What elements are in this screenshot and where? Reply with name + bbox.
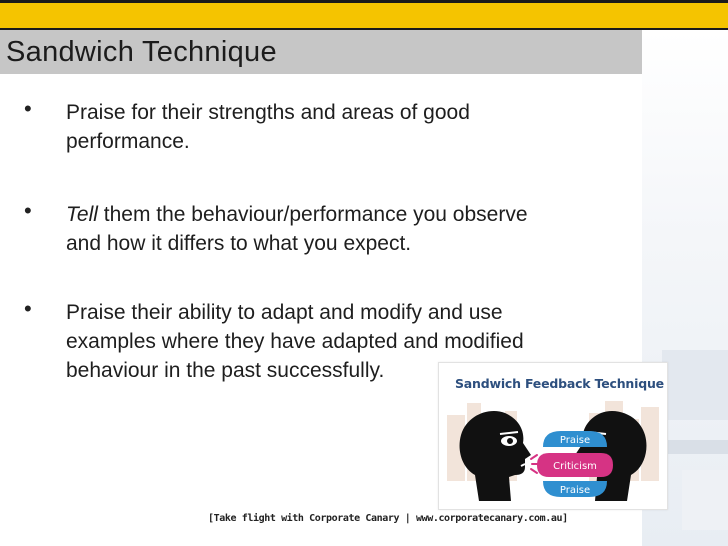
bullet-2-emphasis: Tell <box>66 203 98 226</box>
sandwich-feedback-figure <box>438 362 668 510</box>
figure-title: Sandwich Feedback Technique <box>455 376 664 391</box>
footer-tagline: [Take flight with Corporate Canary | www.corporatecanary.com.au] <box>208 513 568 524</box>
sandwich-stack <box>537 431 613 497</box>
bullet-text-2 <box>66 200 626 258</box>
bullet-2-line-1: them the behaviour/performance you observe <box>97 203 528 226</box>
slide-title: Sandwich Technique <box>6 36 277 68</box>
figure-illustration <box>439 363 667 509</box>
bullet-3-line-1: Praise their ability to adapt and modify and use <box>66 301 503 324</box>
bullet-marker: • <box>24 96 32 121</box>
bullet-3-line-2: examples where they have adapted and modified <box>66 330 524 353</box>
bullet-1-line-1: Praise for their strengths and areas of good <box>66 101 470 124</box>
top-layer-label: Praise <box>559 435 591 446</box>
bullet-3-line-3: behaviour in the past successfully. <box>66 359 385 382</box>
speech-lines-icon <box>531 455 538 473</box>
bullet-2-line-2: and how it differs to what you expect. <box>66 232 412 255</box>
bullet-marker: • <box>24 198 32 223</box>
bullet-1-line-2: performance. <box>66 130 190 153</box>
middle-layer-label: Criticism <box>553 461 597 472</box>
bullet-text-1 <box>66 98 626 156</box>
left-head-silhouette <box>460 411 538 501</box>
bottom-layer-label: Praise <box>559 485 591 496</box>
bullet-marker: • <box>24 296 32 321</box>
top-accent-bar <box>0 0 728 30</box>
